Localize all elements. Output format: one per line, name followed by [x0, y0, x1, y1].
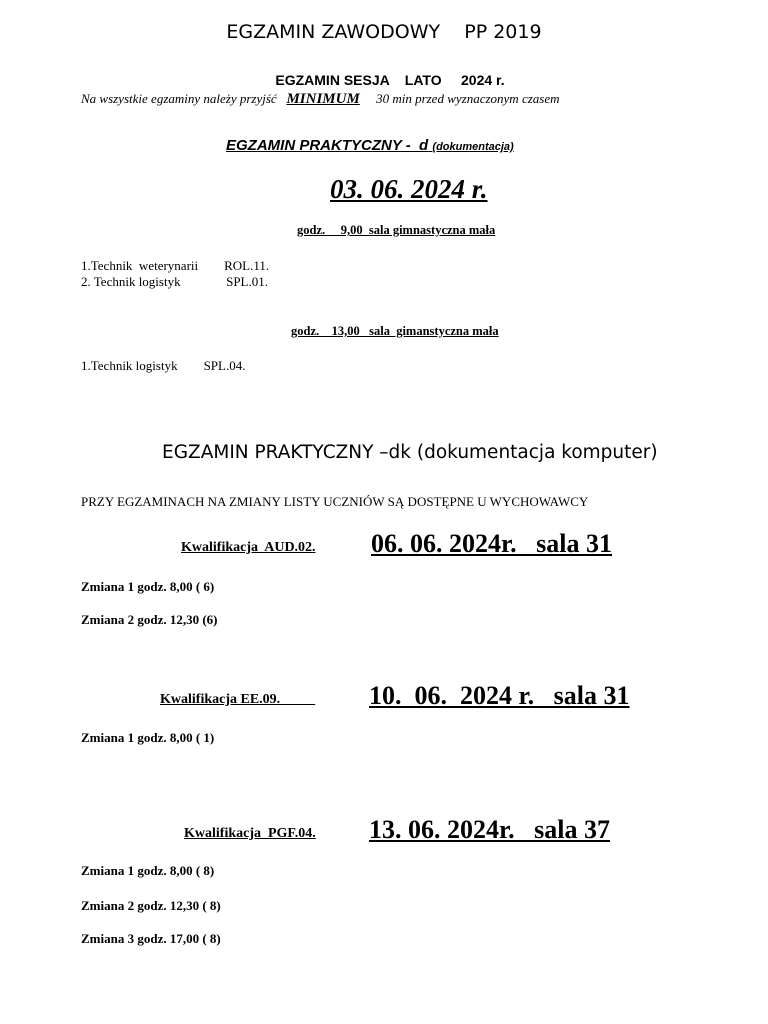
lists-note: PRZY EGZAMINACH NA ZMIANY LISTY UCZNIÓW SĄ DOSTĘPNE U WYCHOWAWCY [81, 494, 589, 509]
slot2-time: godz. 13,00 sala gimanstyczna mała [291, 324, 499, 338]
shift-line: Zmiana 1 godz. 8,00 ( 1) [81, 730, 215, 745]
shift-line: Zmiana 3 godz. 17,00 ( 8) [81, 931, 221, 946]
session-heading: EGZAMIN SESJA LATO 2024 r. [275, 72, 505, 88]
arrival-notice-minimum: MINIMUM [286, 91, 360, 107]
qualification-label: Kwalifikacja EE.09. [160, 692, 316, 707]
slot1-line-1: 1.Technik weterynarii ROL.11. [81, 258, 270, 273]
qualification-label: Kwalifikacja AUD.02. [181, 540, 316, 555]
practical-d-heading [226, 137, 514, 154]
document-title: EGZAMIN ZAWODOWY PP 2019 [226, 21, 542, 43]
shift-line: Zmiana 1 godz. 8,00 ( 8) [81, 863, 215, 878]
slot2-line-1: 1.Technik logistyk SPL.04. [81, 358, 246, 373]
arrival-notice [81, 91, 559, 108]
practical-d-heading-sub: (dokumentacja) [432, 141, 514, 153]
practical-d-heading-main: EGZAMIN PRAKTYCZNY - d [226, 137, 429, 154]
slot1-line-2: 2. Technik logistyk SPL.01. [81, 274, 268, 289]
qualification-label: Kwalifikacja PGF.04. [184, 826, 316, 841]
arrival-notice-after: 30 min przed wyznaczonym czasem [376, 91, 560, 106]
qualification-date: 10. 06. 2024 r. sala 31 [369, 681, 630, 710]
practical-dk-heading: EGZAMIN PRAKTYCZNY –dk (dokumentacja komputer) [162, 442, 658, 463]
arrival-notice-before: Na wszystkie egzaminy należy przyjść [81, 91, 277, 106]
slot1-time: godz. 9,00 sala gimnastyczna mała [297, 223, 496, 237]
practical-d-date: 03. 06. 2024 r. [330, 174, 488, 204]
qualification-date: 06. 06. 2024r. sala 31 [371, 529, 612, 558]
shift-line: Zmiana 1 godz. 8,00 ( 6) [81, 579, 215, 594]
qualification-date: 13. 06. 2024r. sala 37 [369, 815, 610, 844]
shift-line: Zmiana 2 godz. 12,30 ( 8) [81, 898, 221, 913]
shift-line: Zmiana 2 godz. 12,30 (6) [81, 612, 218, 627]
